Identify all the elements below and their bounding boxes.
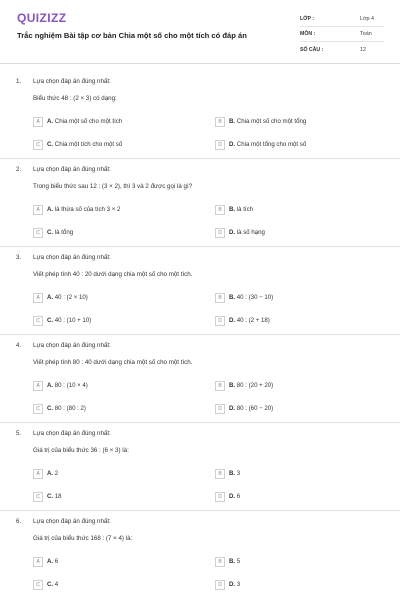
option-tag: C. bbox=[47, 493, 54, 500]
question-block bbox=[0, 78, 400, 166]
option-letter-box: B bbox=[215, 557, 225, 567]
option-text bbox=[229, 581, 240, 588]
answer-option-d[interactable] bbox=[215, 139, 306, 150]
option-tag: B. bbox=[229, 470, 236, 477]
option-tag: B. bbox=[229, 294, 236, 301]
option-letter-box: D bbox=[215, 140, 225, 150]
option-tag: C. bbox=[47, 229, 54, 236]
answer-option-a[interactable] bbox=[33, 116, 122, 127]
option-tag: B. bbox=[229, 118, 236, 125]
question-number: 5. bbox=[16, 430, 22, 437]
option-label: Chia một số cho một tích bbox=[54, 118, 123, 125]
option-text bbox=[47, 206, 120, 213]
option-letter-box: B bbox=[215, 381, 225, 391]
answer-option-d[interactable] bbox=[215, 227, 265, 238]
question-instruction: Lựa chọn đáp án đúng nhất: bbox=[33, 430, 111, 437]
option-label: Chia một tổng cho một số bbox=[236, 141, 307, 148]
worksheet-title: Trắc nghiệm Bài tập cơ bản Chia một số cho một tích có đáp án bbox=[17, 31, 247, 40]
question-block bbox=[0, 430, 400, 518]
option-label: 4 bbox=[54, 581, 59, 588]
meta-label: SỐ CÂU : bbox=[300, 46, 324, 53]
question-instruction: Lựa chọn đáp án đúng nhất: bbox=[33, 166, 111, 173]
option-label: 80 : (10 × 4) bbox=[54, 382, 88, 389]
option-letter-box: B bbox=[215, 293, 225, 303]
option-tag: A. bbox=[47, 558, 54, 565]
option-letter-box: B bbox=[215, 469, 225, 479]
option-tag: A. bbox=[47, 382, 54, 389]
option-label: 3 bbox=[236, 470, 241, 477]
option-label: 2 bbox=[54, 470, 59, 477]
meta-label: MÔN : bbox=[300, 31, 316, 37]
option-label: 80 : (60 − 20) bbox=[236, 405, 274, 412]
option-letter-box: B bbox=[215, 117, 225, 127]
option-text bbox=[229, 294, 273, 301]
answer-option-c[interactable] bbox=[33, 139, 122, 150]
option-tag: D. bbox=[229, 493, 236, 500]
option-letter-box: A bbox=[33, 293, 43, 303]
option-tag: D. bbox=[229, 405, 236, 412]
option-label: 40 : (10 + 10) bbox=[54, 317, 92, 324]
meta-table bbox=[300, 12, 384, 57]
question-instruction: Lựa chọn đáp án đúng nhất: bbox=[33, 78, 111, 85]
option-label: 40 : (2 × 10) bbox=[54, 294, 88, 301]
option-text bbox=[47, 118, 122, 125]
answer-option-d[interactable] bbox=[215, 403, 273, 414]
option-label: 6 bbox=[54, 558, 59, 565]
answer-option-a[interactable] bbox=[33, 468, 58, 479]
question-divider bbox=[0, 510, 400, 511]
option-text bbox=[47, 581, 58, 588]
option-text bbox=[47, 294, 88, 301]
question-stem: Viết phép tính 40 : 20 dưới dạng chia một số cho một tích. bbox=[33, 271, 193, 278]
option-label: 40 : (2 + 18) bbox=[236, 317, 270, 324]
option-tag: B. bbox=[229, 206, 236, 213]
question-divider bbox=[0, 334, 400, 335]
answer-option-c[interactable] bbox=[33, 227, 73, 238]
option-letter-box: A bbox=[33, 557, 43, 567]
worksheet-header bbox=[0, 0, 400, 64]
option-letter-box: C bbox=[33, 580, 43, 590]
meta-label: LỚP : bbox=[300, 16, 315, 22]
question-stem: Giá trị của biểu thức 36 : (6 × 3) là: bbox=[33, 447, 129, 454]
option-tag: A. bbox=[47, 294, 54, 301]
option-letter-box: A bbox=[33, 381, 43, 391]
option-label: 80 : (20 + 20) bbox=[236, 382, 274, 389]
option-text bbox=[47, 141, 122, 148]
option-text bbox=[229, 118, 306, 125]
meta-value: Lớp 4 bbox=[360, 16, 375, 22]
meta-value: 12 bbox=[360, 46, 366, 53]
option-text bbox=[47, 229, 73, 236]
option-letter-box: A bbox=[33, 205, 43, 215]
question-instruction: Lựa chọn đáp án đúng nhất: bbox=[33, 518, 111, 525]
option-letter-box: D bbox=[215, 492, 225, 502]
option-letter-box: D bbox=[215, 316, 225, 326]
answer-option-c[interactable] bbox=[33, 315, 91, 326]
question-block bbox=[0, 166, 400, 254]
option-label: 5 bbox=[236, 558, 241, 565]
answer-option-b[interactable] bbox=[215, 292, 273, 303]
option-text bbox=[47, 405, 86, 412]
option-text bbox=[47, 382, 88, 389]
option-letter-box: C bbox=[33, 228, 43, 238]
answer-option-a[interactable] bbox=[33, 556, 58, 567]
question-stem: Biểu thức 48 : (2 × 3) có dạng: bbox=[33, 95, 117, 102]
option-letter-box: C bbox=[33, 404, 43, 414]
option-text bbox=[47, 493, 62, 500]
option-text bbox=[229, 141, 306, 148]
option-tag: D. bbox=[229, 581, 236, 588]
option-letter-box: D bbox=[215, 580, 225, 590]
option-tag: B. bbox=[229, 382, 236, 389]
option-text bbox=[47, 317, 91, 324]
answer-option-d[interactable] bbox=[215, 491, 240, 502]
option-label: là tổng bbox=[54, 229, 74, 236]
option-letter-box: D bbox=[215, 404, 225, 414]
question-block bbox=[0, 518, 400, 600]
option-label: Chia một số cho một tổng bbox=[236, 118, 307, 125]
option-letter-box: A bbox=[33, 117, 43, 127]
option-tag: C. bbox=[47, 317, 54, 324]
answer-option-d[interactable] bbox=[215, 315, 270, 326]
question-divider bbox=[0, 246, 400, 247]
option-tag: D. bbox=[229, 141, 236, 148]
meta-row-grade bbox=[300, 12, 384, 27]
answer-option-b[interactable] bbox=[215, 468, 240, 479]
option-tag: D. bbox=[229, 317, 236, 324]
option-text bbox=[47, 558, 58, 565]
question-instruction: Lựa chọn đáp án đúng nhất: bbox=[33, 342, 111, 349]
question-number: 1. bbox=[16, 78, 22, 85]
option-tag: A. bbox=[47, 118, 54, 125]
question-block bbox=[0, 254, 400, 342]
question-instruction: Lựa chọn đáp án đúng nhất: bbox=[33, 254, 111, 261]
option-text bbox=[229, 229, 265, 236]
question-number: 2. bbox=[16, 166, 22, 173]
question-number: 4. bbox=[16, 342, 22, 349]
option-tag: D. bbox=[229, 229, 236, 236]
answer-option-a[interactable] bbox=[33, 380, 88, 391]
question-divider bbox=[0, 158, 400, 159]
option-text bbox=[229, 558, 240, 565]
option-tag: A. bbox=[47, 470, 54, 477]
option-label: 80 : (80 : 2) bbox=[54, 405, 86, 412]
answer-option-d[interactable] bbox=[215, 579, 240, 590]
answer-option-b[interactable] bbox=[215, 204, 253, 215]
option-letter-box: C bbox=[33, 492, 43, 502]
option-label: 18 bbox=[54, 493, 62, 500]
question-stem: Viết phép tính 80 : 40 dưới dạng chia một số cho một tích. bbox=[33, 359, 193, 366]
question-number: 6. bbox=[16, 518, 22, 525]
option-text bbox=[229, 317, 270, 324]
option-label: là thừa số của tích 3 × 2 bbox=[54, 206, 121, 213]
option-text bbox=[229, 493, 240, 500]
question-stem: Giá trị của biểu thức 168 : (7 × 4) là: bbox=[33, 535, 133, 542]
answer-option-c[interactable] bbox=[33, 491, 62, 502]
option-letter-box: B bbox=[215, 205, 225, 215]
option-tag: C. bbox=[47, 141, 54, 148]
answer-option-b[interactable] bbox=[215, 380, 273, 391]
question-block bbox=[0, 342, 400, 430]
option-tag: C. bbox=[47, 405, 54, 412]
answer-option-c[interactable] bbox=[33, 579, 58, 590]
meta-value: Toán bbox=[360, 31, 372, 37]
option-label: là số hạng bbox=[236, 229, 265, 236]
answer-option-b[interactable] bbox=[215, 556, 240, 567]
option-text bbox=[229, 470, 240, 477]
option-label: 40 : (30 − 10) bbox=[236, 294, 274, 301]
question-number: 3. bbox=[16, 254, 22, 261]
answer-option-a[interactable] bbox=[33, 292, 88, 303]
meta-row-subject bbox=[300, 27, 384, 42]
answer-option-b[interactable] bbox=[215, 116, 306, 127]
option-text bbox=[229, 405, 273, 412]
option-letter-box: A bbox=[33, 469, 43, 479]
option-letter-box: D bbox=[215, 228, 225, 238]
option-letter-box: C bbox=[33, 140, 43, 150]
option-label: 3 bbox=[236, 581, 241, 588]
option-label: là tích bbox=[236, 206, 254, 213]
question-divider bbox=[0, 422, 400, 423]
option-text bbox=[47, 470, 58, 477]
option-label: Chia một tích cho một số bbox=[54, 141, 123, 148]
quizizz-logo: QUIZIZZ bbox=[17, 11, 67, 25]
option-text bbox=[229, 382, 273, 389]
question-stem: Trong biểu thức sau 12 : (3 × 2), thì 3 và 2 được gọi là gì? bbox=[33, 183, 193, 190]
answer-option-a[interactable] bbox=[33, 204, 120, 215]
option-letter-box: C bbox=[33, 316, 43, 326]
option-label: 6 bbox=[236, 493, 241, 500]
meta-row-count bbox=[300, 42, 384, 57]
option-text bbox=[229, 206, 253, 213]
option-tag: A. bbox=[47, 206, 54, 213]
option-tag: B. bbox=[229, 558, 236, 565]
option-tag: C. bbox=[47, 581, 54, 588]
answer-option-c[interactable] bbox=[33, 403, 86, 414]
